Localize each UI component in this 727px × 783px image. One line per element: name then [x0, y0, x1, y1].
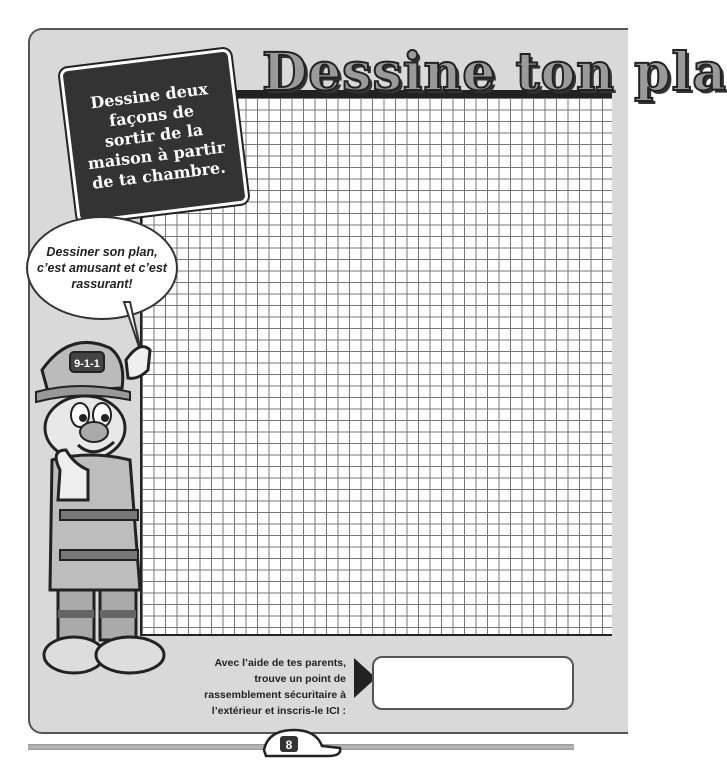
firefighter-mascot-icon [30, 300, 180, 690]
meeting-point-prompt: Avec l’aide de tes parents, trouve un point de rassemblement sécuritaire à l’extérieur et inscris-le ICI : [204, 657, 346, 717]
instruction-text: Dessine deux façons de sortir de la maison à partir de ta chambre. [86, 79, 227, 193]
helmet-page-number-icon [258, 726, 344, 760]
helmet-badge: 9-1-1 [74, 358, 100, 370]
meeting-point-answer-box[interactable] [372, 656, 574, 710]
page-title: Dessine ton pla [262, 42, 727, 103]
instruction-box [59, 48, 249, 224]
speech-bubble-text: Dessiner son plan, c’est amusant et c’est rassurant! [37, 245, 167, 291]
page-number: 8 [285, 738, 293, 752]
